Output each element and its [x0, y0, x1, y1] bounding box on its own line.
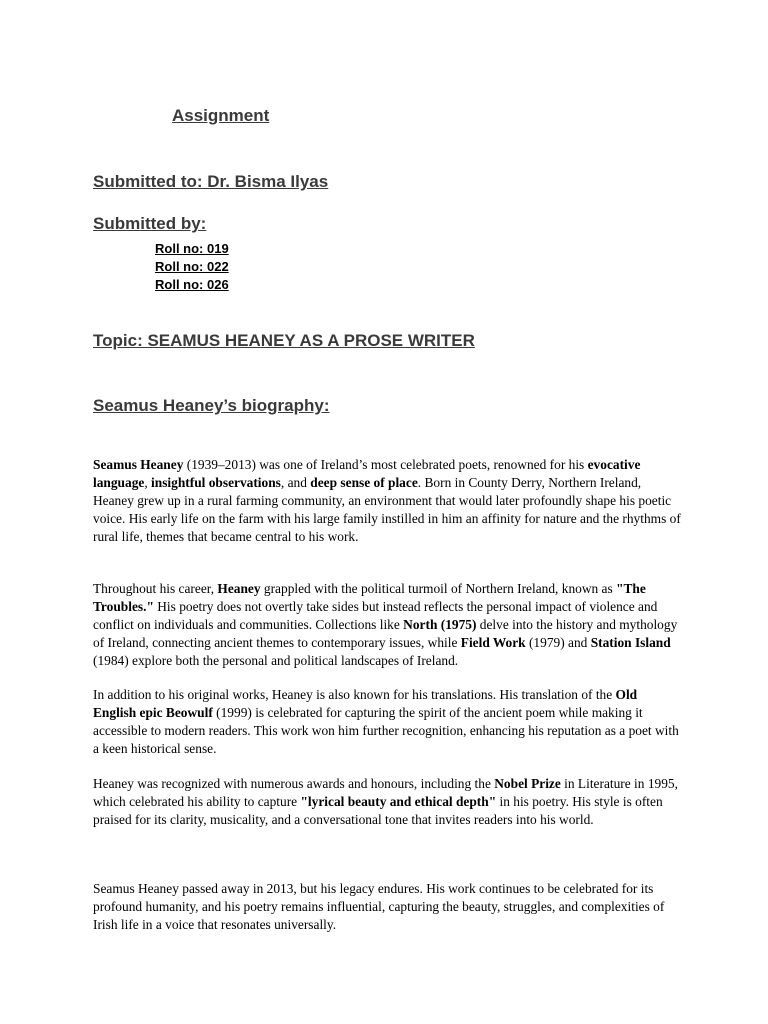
biography-heading: Seamus Heaney’s biography: — [93, 396, 330, 415]
text-segment: in Literature in 1995, which celebrated his ability to capture — [93, 776, 678, 809]
text-segment: grappled with the political turmoil of Northern Ireland, known as — [260, 581, 617, 596]
bold-text-segment: Heaney — [217, 581, 261, 596]
topic-heading: Topic: SEAMUS HEANEY AS A PROSE WRITER — [93, 331, 475, 350]
bold-text-segment: North (1975) — [403, 617, 477, 632]
bold-text-segment: Seamus Heaney — [93, 457, 184, 472]
text-segment: . Born in County Derry, Northern Ireland, Heaney grew up in a rural farming community, an environment that would later profoundly shape his poetic voice. His early life on the farm with his large family instilled in him an affinity for nature and the rhythms of rural life, themes that became central to his work. — [93, 475, 681, 544]
text-segment: Throughout his career, — [93, 581, 218, 596]
submitted-to-heading: Submitted to: Dr. Bisma Ilyas — [93, 172, 329, 191]
bold-text-segment: evocative language — [93, 457, 641, 490]
body-paragraph — [93, 580, 683, 670]
text-segment: delve into the history and mythology of Ireland, connecting ancient themes to contemporary issues, while — [93, 617, 678, 650]
text-segment: (1999) is celebrated for capturing the spirit of the ancient poem while making it accessible to modern readers. This work won him further recognition, enhancing his reputation as a poet with a keen historical sense. — [93, 705, 679, 756]
roll-number-list — [155, 240, 229, 294]
body-paragraph — [93, 456, 683, 546]
body-paragraph — [93, 686, 683, 758]
bold-text-segment: insightful observations — [151, 475, 281, 490]
roll-number-item: Roll no: 026 — [155, 277, 229, 292]
roll-number-item: Roll no: 022 — [155, 259, 229, 274]
text-segment: Seamus Heaney passed away in 2013, but his legacy endures. His work continues to be celebrated for its profound humanity, and his poetry remains influential, capturing the beauty, struggles, and complexities of Irish life in a voice that resonates universally. — [93, 881, 665, 932]
text-segment: Heaney was recognized with numerous awards and honours, including the — [93, 776, 495, 791]
assignment-title: Assignment — [172, 106, 270, 125]
text-segment: , and — [280, 475, 311, 490]
text-segment: His poetry does not overtly take sides but instead reflects the personal impact of violence and conflict on individuals and communities. Collections like — [93, 599, 658, 632]
text-segment: in his poetry. His style is often praised for its clarity, musicality, and a conversational tone that invites readers into his world. — [93, 794, 663, 827]
text-segment: In addition to his original works, Heaney is also known for his translations. His translation of the — [93, 687, 616, 702]
roll-number-item: Roll no: 019 — [155, 241, 229, 256]
bold-text-segment: Station Island — [590, 635, 671, 650]
bold-text-segment: "lyrical beauty and ethical depth" — [300, 794, 497, 809]
bold-text-segment: Field Work — [460, 635, 526, 650]
submitted-by-heading: Submitted by: — [93, 214, 207, 233]
body-paragraph — [93, 880, 683, 934]
text-segment: , — [144, 475, 152, 490]
text-segment: (1939–2013) was one of Ireland’s most celebrated poets, renowned for his — [183, 457, 588, 472]
bold-text-segment: deep sense of place — [310, 475, 418, 490]
body-paragraph — [93, 775, 683, 829]
bold-text-segment: "The Troubles." — [93, 581, 646, 614]
bold-text-segment: Nobel Prize — [494, 776, 561, 791]
bold-text-segment: Old English epic Beowulf — [93, 687, 638, 720]
text-segment: (1979) and — [525, 635, 591, 650]
text-segment: (1984) explore both the personal and political landscapes of Ireland. — [93, 653, 459, 668]
